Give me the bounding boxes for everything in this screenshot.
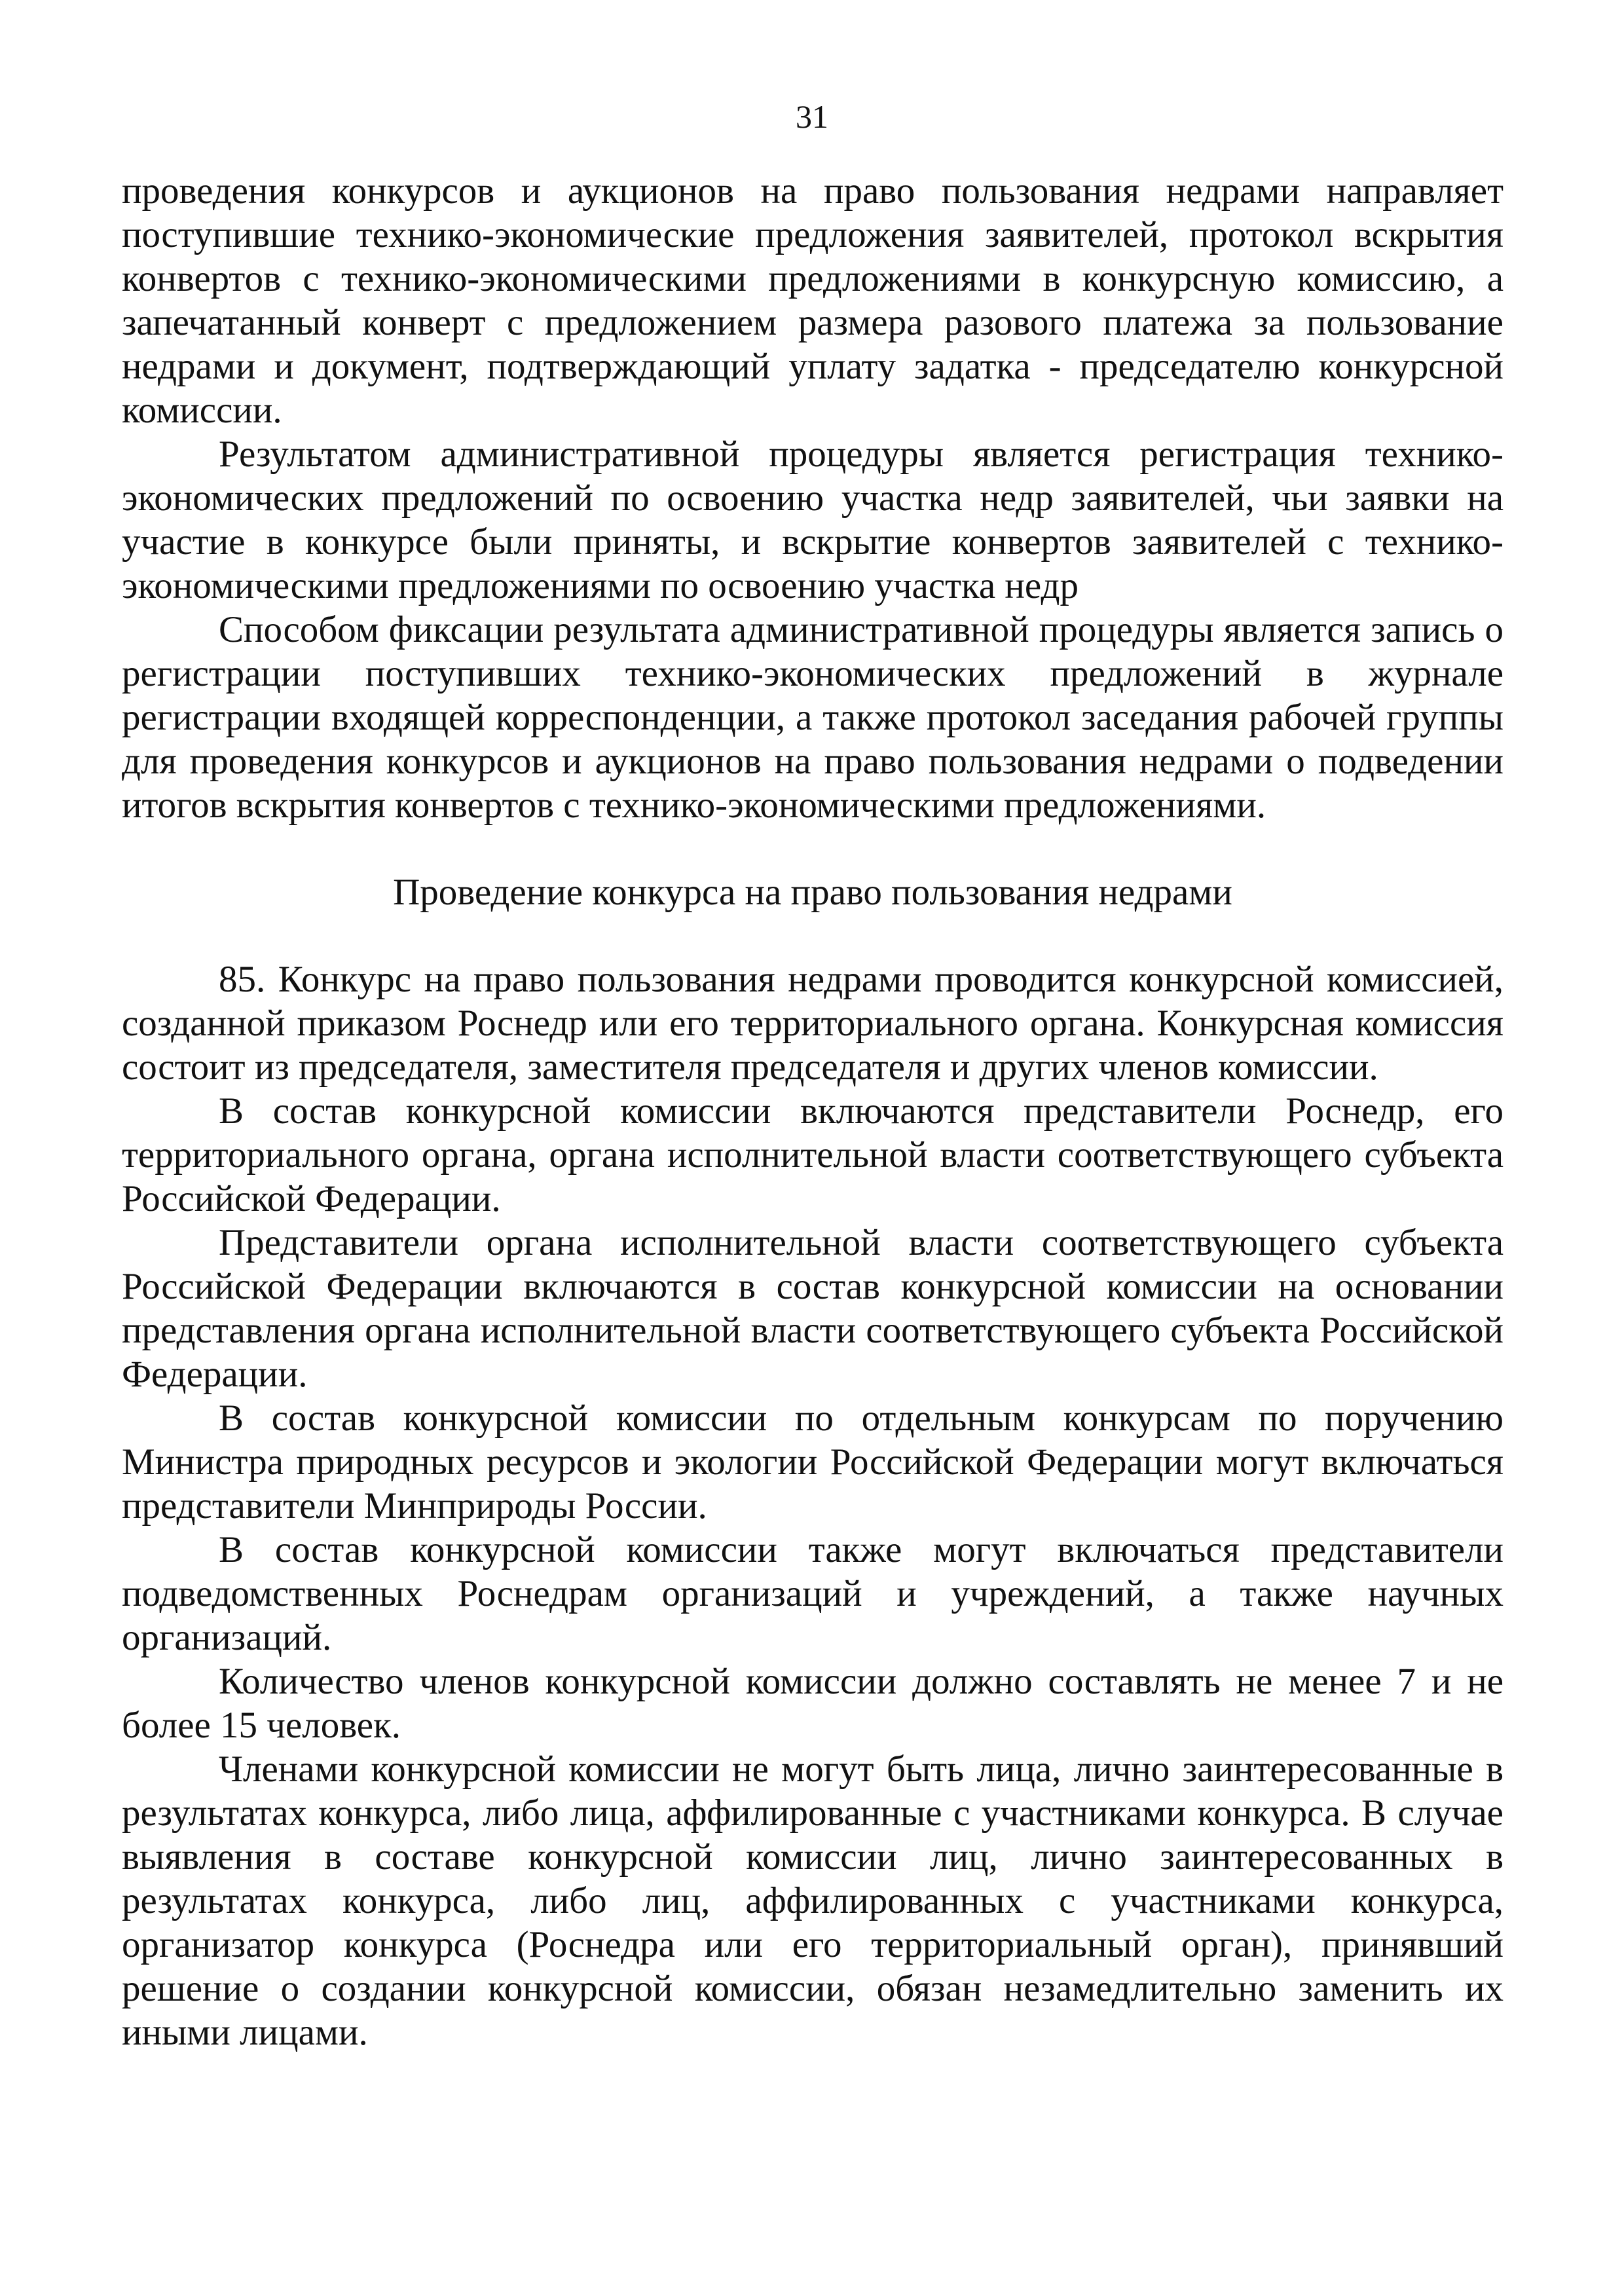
paragraph-result: Результатом административной процедуры является регистрация технико-экономических предложений по освоению участка недр заявителей, чьи заявки на участие в конкурсе были приняты, и вскрытие конвертов заявителей с технико-экономическими предложениями по освоению участка недр bbox=[122, 434, 1504, 606]
paragraph-conflict-of-interest: Членами конкурсной комиссии не могут быть лица, лично заинтересованные в результатах конкурса, либо лица, аффилированные с участниками конкурса. В случае выявления в составе конкурсной комиссии лиц, лично заинтересованных в результатах конкурса, либо лиц, аффилированных с участниками конкурса, организатор конкурса (Роснедра или его территориальный орган), принявший решение о создании конкурсной комиссии, обязан незамедлительно заменить их иными лицами. bbox=[122, 1749, 1504, 2053]
document-body bbox=[122, 169, 1504, 2054]
paragraph-fixation-method: Способом фиксации результата административной процедуры является запись о регистрации поступивших технико-экономических предложений в журнале регистрации входящей корреспонденции, а также протокол заседания рабочей группы для проведения конкурсов и аукционов на право пользования недрами о подведении итогов вскрытия конвертов с технико-экономическими предложениями. bbox=[122, 609, 1504, 826]
paragraph-regional-representatives: Представители органа исполнительной власти соответствующего субъекта Российской Федерации включаются в состав конкурсной комиссии на основании представления органа исполнительной власти соответствующего субъекта Российской Федерации. bbox=[122, 1222, 1504, 1395]
page-number: 31 bbox=[796, 98, 828, 135]
paragraph-subordinate-organizations: В состав конкурсной комиссии также могут включаться представители подведомственных Роснедрам организаций и учреждений, а также научных организаций. bbox=[122, 1529, 1504, 1658]
paragraph-member-count: Количество членов конкурсной комиссии должно составлять не менее 7 и не более 15 человек. bbox=[122, 1661, 1504, 1746]
paragraph-85: 85. Конкурс на право пользования недрами проводится конкурсной комиссией, созданной приказом Роснедр или его территориального органа. Конкурсная комиссия состоит из председателя, заместителя председателя и других членов комиссии. bbox=[122, 959, 1504, 1088]
paragraph-commission-composition: В состав конкурсной комиссии включаются представители Роснедр, его территориального органа, органа исполнительной власти соответствующего субъекта Российской Федерации. bbox=[122, 1090, 1504, 1219]
paragraph-continuation: проведения конкурсов и аукционов на право пользования недрами направляет поступившие технико-экономические предложения заявителей, протокол вскрытия конвертов с технико-экономическими предложениями в конкурсную комиссию, а запечатанный конверт с предложением размера разового платежа за пользование недрами и документ, подтверждающий уплату задатка - председателю конкурсной комиссии. bbox=[122, 170, 1504, 431]
paragraph-ministry-representatives: В состав конкурсной комиссии по отдельным конкурсам по поручению Министра природных ресурсов и экологии Российской Федерации могут включаться представители Минприроды России. bbox=[122, 1398, 1504, 1527]
section-heading: Проведение конкурса на право пользования недрами bbox=[393, 872, 1232, 913]
